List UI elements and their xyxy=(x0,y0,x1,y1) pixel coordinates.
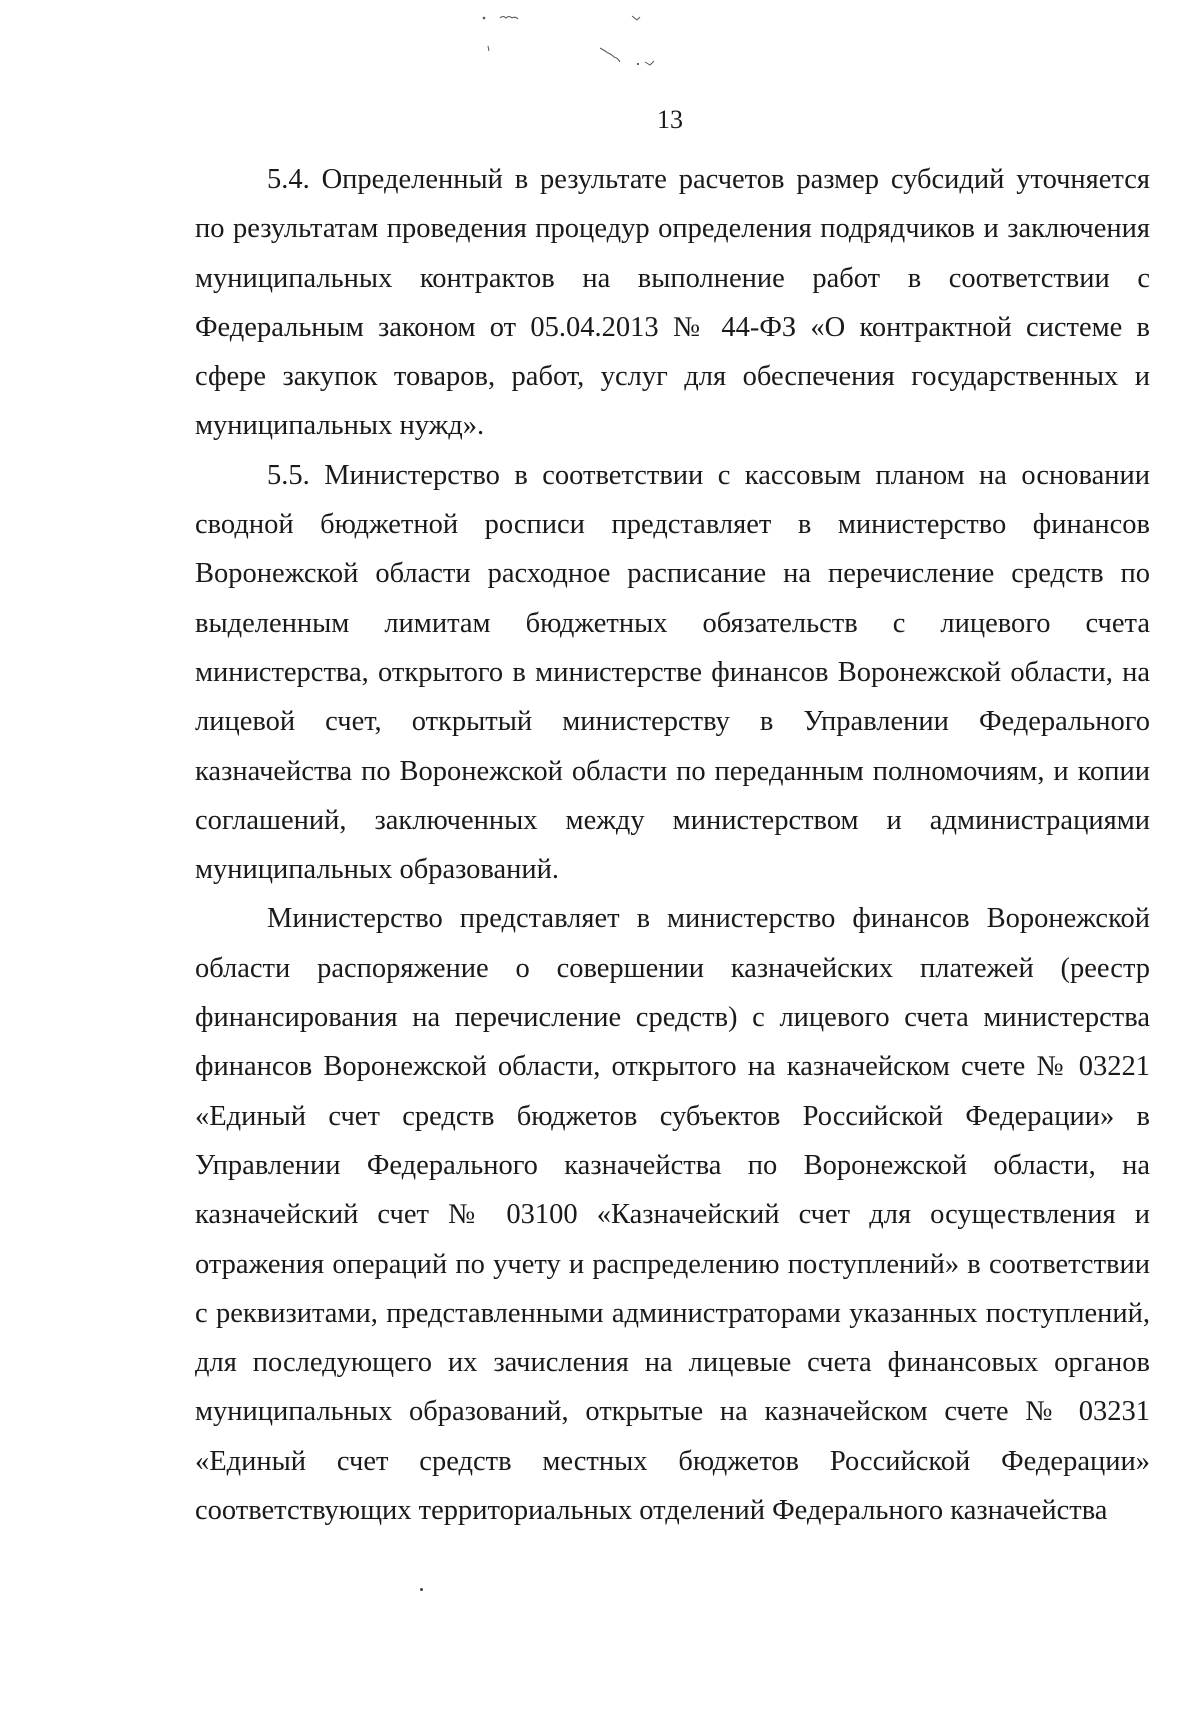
paragraph-ministry-submission: Министерство представляет в министерство финансов Воронежской области распоряжение о совершении казначейских платежей (реестр финансирования на перечисление средств) с лицевого счета министерства финансов Воронежской области, открытого на казначейском счете № 03221 «Единый счет средств бюджетов субъектов Российской Федерации» в Управлении Федерального казначейства по Воронежской области, на казначейский счет № 03100 «Казначейский счет для осуществления и отражения операций по учету и распределению поступлений» в соответствии с реквизитами, представленными администраторами указанных поступлений, для последующего их зачисления на лицевые счета финансовых органов муниципальных образований, открытые на казначейском счете № 03231 «Единый счет средств местных бюджетов Российской Федерации» соответствующих территориальных отделений Федерального казначейства xyxy=(195,903,1150,1527)
document-body xyxy=(195,155,1150,1535)
paragraph-5-5: 5.5. Министерство в соответствии с кассовым планом на основании сводной бюджетной росписи представляет в министерство финансов Воронежской области расходное расписание на перечисление средств по выделенным лимитам бюджетных обязательств с лицевого счета министерства, открытого в министерстве финансов Воронежской области, на лицевой счет, открытый министерству в Управлении Федерального казначейства по Воронежской области по переданным полномочиям, и копии соглашений, заключенных между министерством и администрациями муниципальных образований. xyxy=(195,459,1150,886)
scan-artifact-marks xyxy=(480,10,740,80)
scan-speck xyxy=(420,1588,423,1591)
page-number: 13 xyxy=(657,105,683,134)
paragraph-5-4: 5.4. Определенный в результате расчетов размер субсидий уточняется по результатам проведения процедур определения подрядчиков и заключения муниципальных контрактов на выполнение работ в соответствии с Федеральным законом от 05.04.2013 № 44-ФЗ «О контрактной системе в сфере закупок товаров, работ, услуг для обеспечения государственных и муниципальных нужд». xyxy=(195,164,1150,442)
